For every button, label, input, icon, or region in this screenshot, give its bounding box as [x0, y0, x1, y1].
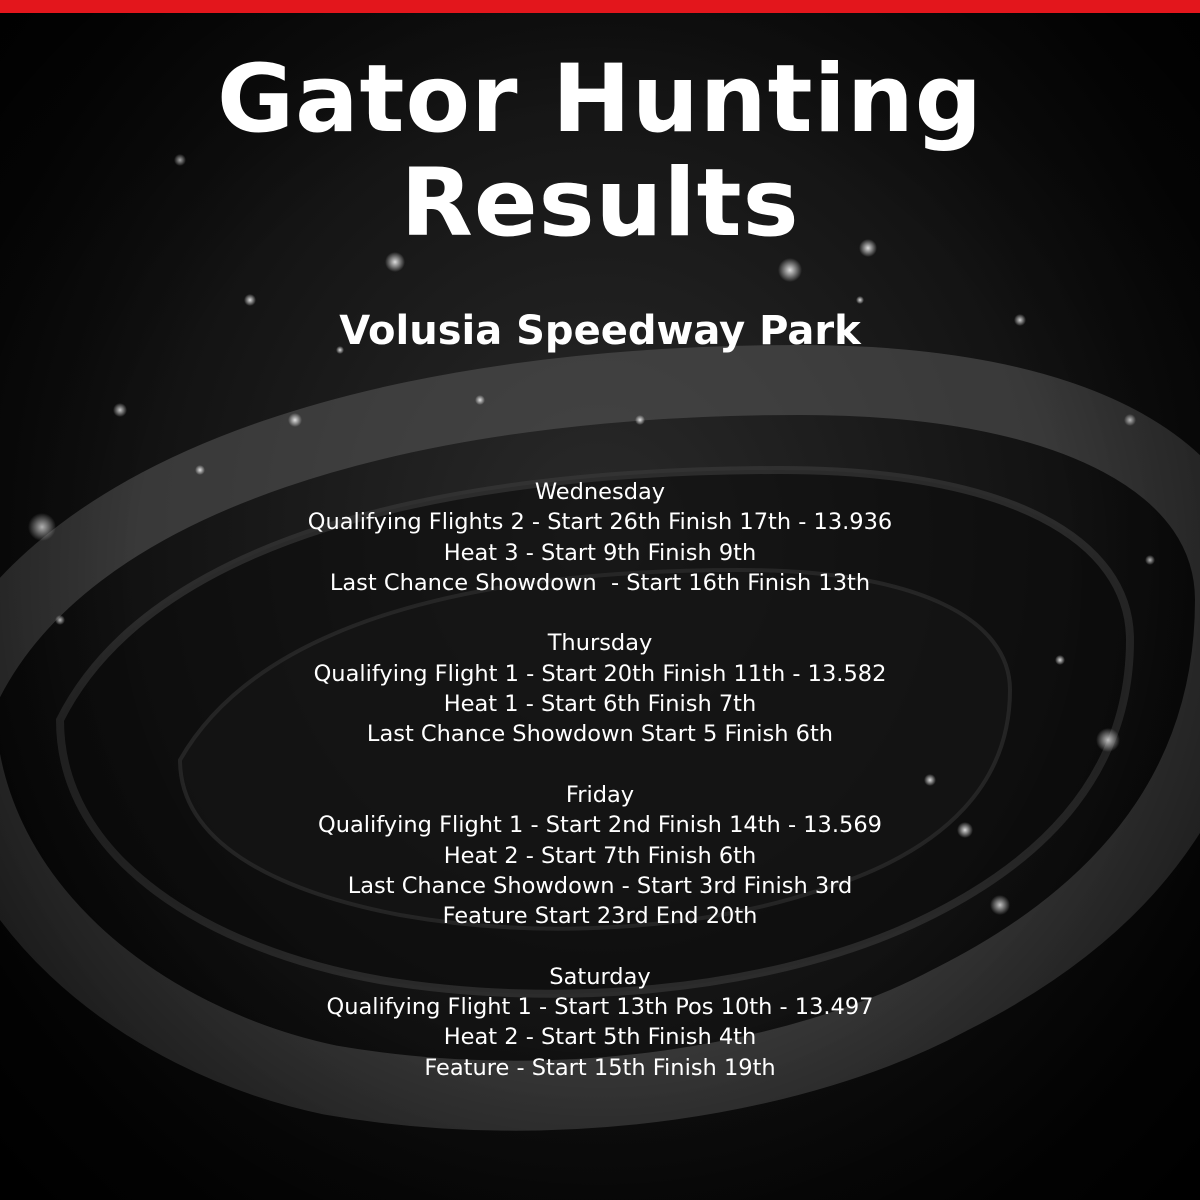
day-spacer: [0, 931, 1200, 961]
day-block-thursday: [0, 628, 1200, 749]
day-spacer: [0, 750, 1200, 780]
result-line: Feature - Start 15th Finish 19th: [424, 1054, 776, 1081]
title-line-2: Results: [400, 149, 800, 258]
venue-name: Volusia Speedway Park: [339, 308, 861, 354]
day-heading: Thursday: [547, 630, 653, 657]
day-block-saturday: [0, 962, 1200, 1083]
day-heading: Wednesday: [534, 479, 666, 505]
day-heading: Saturday: [549, 963, 651, 990]
day-heading: Friday: [565, 781, 635, 808]
result-line: Last Chance Showdown - Start 3rd Finish 3rd: [347, 872, 853, 899]
day-block-wednesday: [0, 477, 1200, 598]
result-line: Heat 2 - Start 7th Finish 6th: [443, 842, 757, 869]
accent-top-bar: [0, 0, 1200, 13]
day-block-friday: [0, 780, 1200, 931]
result-line: Qualifying Flight 1 - Start 20th Finish 11th - 13.582: [313, 660, 887, 687]
result-line: Qualifying Flight 1 - Start 13th Pos 10th - 13.497: [326, 994, 874, 1021]
result-line: Qualifying Flights 2 - Start 26th Finish 17th - 13.936: [307, 509, 893, 536]
result-line: Qualifying Flight 1 - Start 2nd Finish 14th - 13.569: [318, 812, 882, 839]
result-line: Last Chance Showdown - Start 16th Finish 13th: [329, 569, 871, 596]
day-spacer: [0, 598, 1200, 628]
title-line-1: Gator Hunting: [216, 45, 984, 154]
page-title: [0, 45, 1200, 258]
result-line: Heat 1 - Start 6th Finish 7th: [443, 691, 757, 718]
result-line: Last Chance Showdown Start 5 Finish 6th: [366, 721, 834, 748]
results-list: [0, 477, 1200, 1083]
result-line: Heat 3 - Start 9th Finish 9th: [443, 539, 757, 566]
result-line: Heat 2 - Start 5th Finish 4th: [443, 1024, 757, 1051]
result-line: Feature Start 23rd End 20th: [442, 903, 758, 930]
